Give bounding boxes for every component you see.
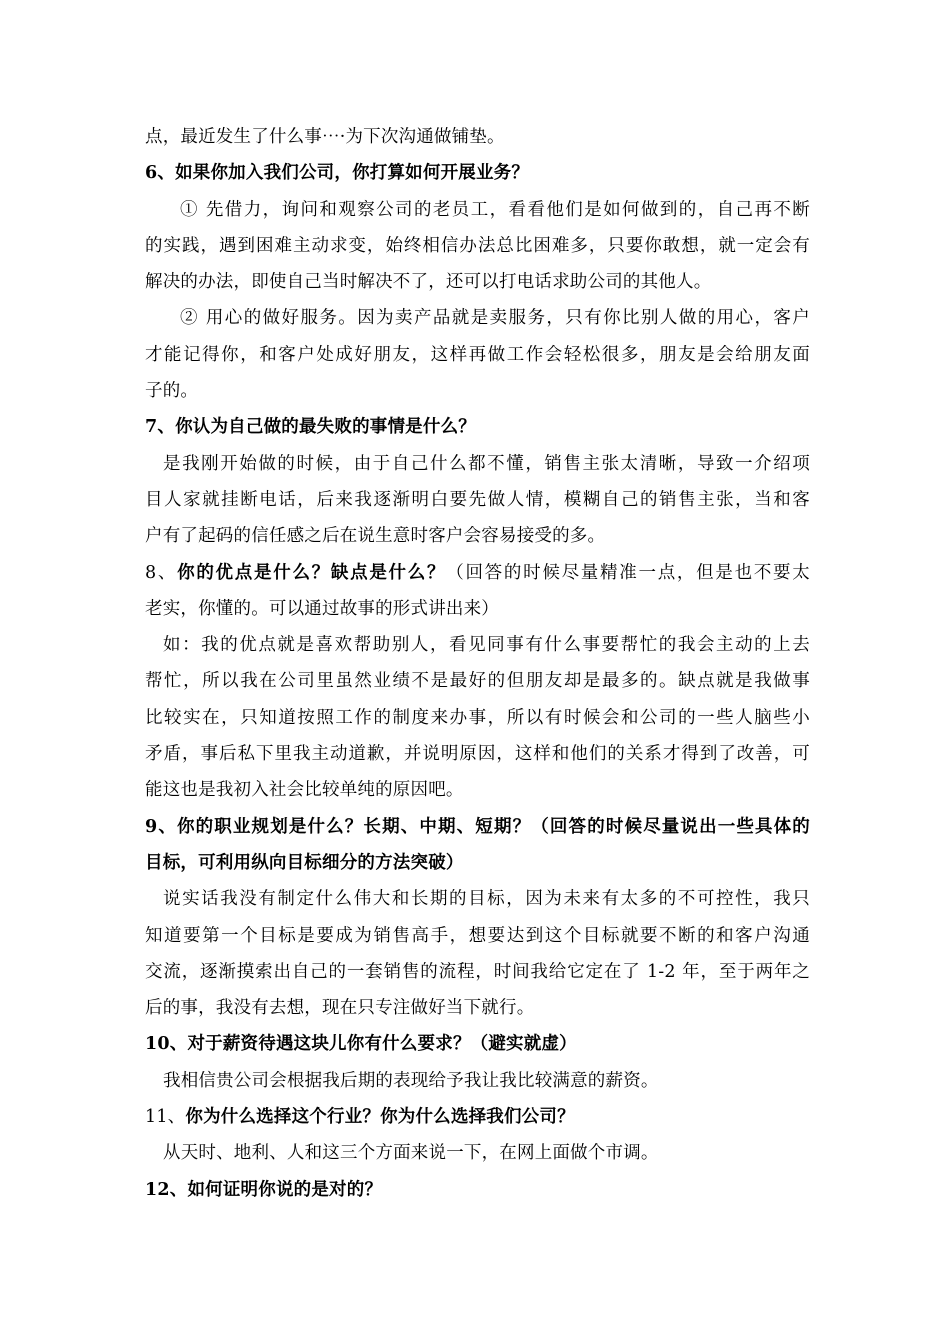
question-heading: 9、你的职业规划是什么？长期、中期、短期？（回答的时候尽量说出一些具体的 <box>145 816 810 837</box>
answer-line: 矛盾，事后私下里我主动道歉，并说明原因，这样和他们的关系才得到了改善，可 <box>145 744 810 765</box>
question-note: （回答的时候尽量精准一点，但是也不要太 <box>446 562 810 583</box>
answer-line: 户有了起码的信任感之后在说生意时客户会容易接受的多。 <box>145 526 606 547</box>
answer-line: 目人家就挂断电话，后来我逐渐明白要先做人情，模糊自己的销售主张，当和客 <box>145 489 810 510</box>
question-heading <box>145 1099 810 1135</box>
answer-line: 比较实在，只知道按照工作的制度来办事，所以有时候会和公司的一些人脑些小 <box>145 707 810 728</box>
question-text: 你为什么选择这个行业？你为什么选择我们公司？ <box>185 1107 575 1128</box>
answer-line: 知道要第一个目标是要成为销售高手，想要达到这个目标就要不断的和客户沟通 <box>145 925 810 946</box>
answer-line: 交流，逐渐摸索出自己的一套销售的流程，时间我给它定在了 1-2 年，至于两年之 <box>145 961 810 982</box>
answer-line: 说实话我没有制定什么伟大和长期的目标，因为未来有太多的不可控性，我只 <box>163 889 810 910</box>
answer-line: 后的事，我没有去想，现在只专注做好当下就行。 <box>145 998 535 1019</box>
question-number: 11、 <box>145 1107 186 1128</box>
question-heading: 12、如何证明你说的是对的？ <box>145 1179 383 1200</box>
answer-line: 我相信贵公司会根据我后期的表现给予我让我比较满意的薪资。 <box>163 1070 659 1091</box>
answer-line: 子的。 <box>145 381 199 402</box>
question-heading: 6、如果你加入我们公司，你打算如何开展业务？ <box>145 163 530 184</box>
question-number: 8、 <box>145 562 178 583</box>
question-heading: 10、对于薪资待遇这块儿你有什么要求？（避实就虚） <box>145 1034 577 1055</box>
answer-line: ② 用心的做好服务。因为卖产品就是卖服务，只有你比别人做的用心，客户 <box>180 308 810 329</box>
answer-line: 能这也是我初入社会比较单纯的原因吧。 <box>145 780 464 801</box>
answer-line: 如：我的优点就是喜欢帮助别人，看见同事有什么事要帮忙的我会主动的上去 <box>163 635 810 656</box>
answer-line: 才能记得你，和客户处成好朋友，这样再做工作会轻松很多，朋友是会给朋友面 <box>145 344 810 365</box>
answer-line: 从天时、地利、人和这三个方面来说一下，在网上面做个市调。 <box>163 1143 659 1164</box>
question-note-line: 老实，你懂的。可以通过故事的形式讲出来） <box>145 598 499 619</box>
answer-line: ① 先借力，询问和观察公司的老员工，看看他们是如何做到的，自己再不断 <box>180 199 810 220</box>
answer-line: 的实践，遇到困难主动求变，始终相信办法总比困难多，只要你敢想，就一定会有 <box>145 235 810 256</box>
question-text: 你的优点是什么？缺点是什么？ <box>177 562 447 583</box>
question-heading: 目标，可利用纵向目标细分的方法突破） <box>145 852 464 873</box>
document-body <box>145 119 810 1208</box>
question-heading: 7、你认为自己做的最失败的事情是什么？ <box>145 417 476 438</box>
question-heading <box>145 555 810 591</box>
answer-line: 是我刚开始做的时候，由于自己什么都不懂，销售主张太清晰，导致一介绍项 <box>163 453 810 474</box>
answer-line: 帮忙，所以我在公司里虽然业绩不是最好的但朋友却是最多的。缺点就是我做事 <box>145 671 810 692</box>
answer-line: 解决的办法，即使自己当时解决不了，还可以打电话求助公司的其他人。 <box>145 272 712 293</box>
paragraph-line: 点，最近发生了什么事⋯·为下次沟通做铺垫。 <box>145 127 505 147</box>
